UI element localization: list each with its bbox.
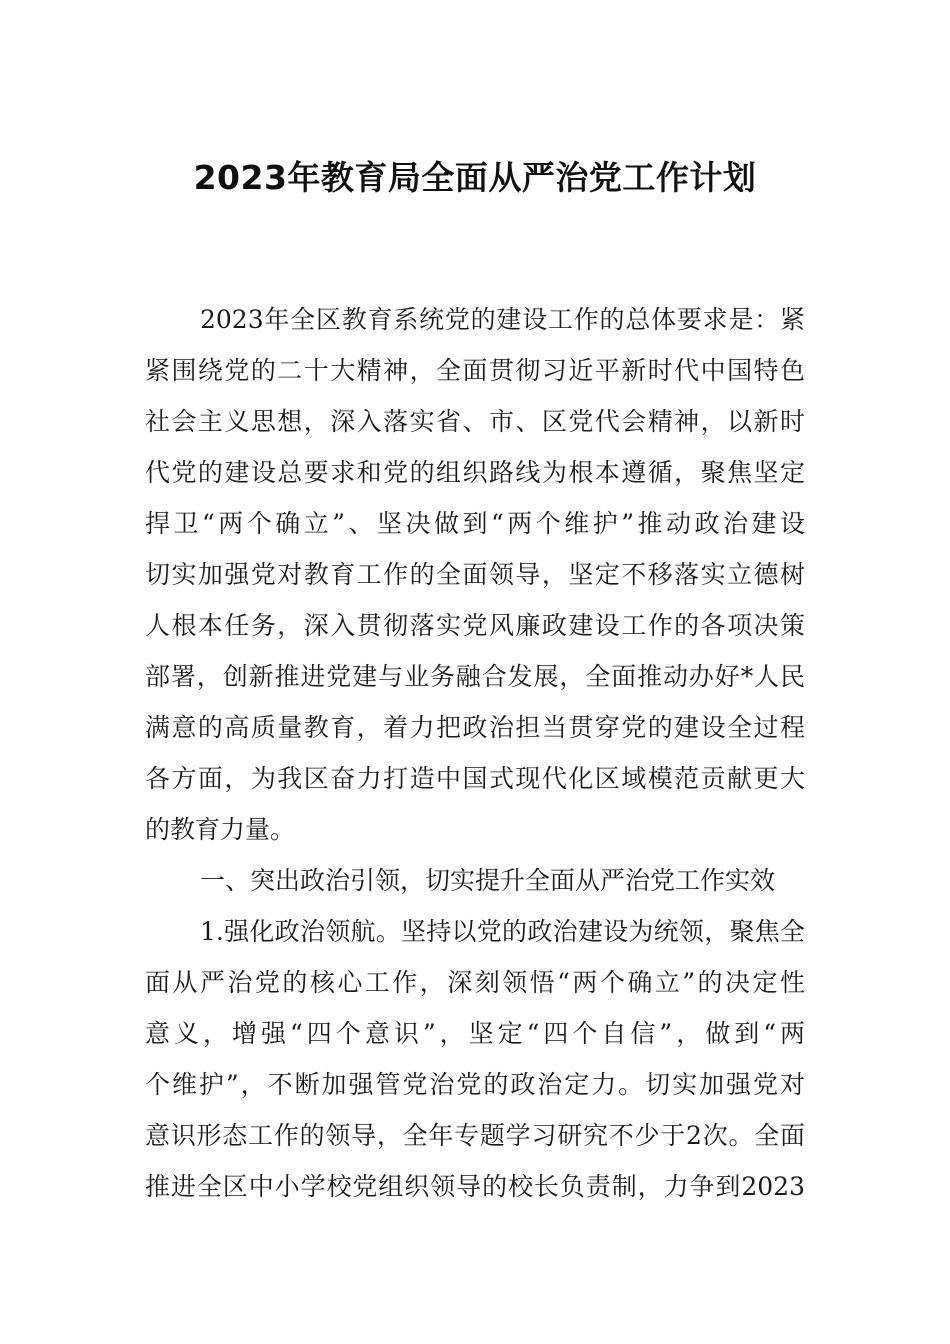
paragraph-line: 满意的高质量教育，着力把政治担当贯穿党的建设全过程 bbox=[145, 713, 805, 742]
paragraph-line: 的教育力量。 bbox=[145, 815, 296, 844]
paragraph-line: 1.强化政治领航。坚持以党的政治建设为统领，聚焦全 bbox=[200, 917, 805, 946]
paragraph-line: 意义，增强“四个意识”，坚定“四个自信”，做到“两 bbox=[145, 1019, 805, 1048]
paragraph-line: 人根本任务，深入贯彻落实党风廉政建设工作的各项决策 bbox=[145, 611, 805, 640]
paragraph-line: 面从严治党的核心工作，深刻领悟“两个确立”的决定性 bbox=[145, 968, 805, 997]
paragraph-line: 切实加强党对教育工作的全面领导，坚定不移落实立德树 bbox=[145, 560, 805, 589]
document-title: 2023年教育局全面从严治党工作计划 bbox=[193, 158, 757, 197]
paragraph-line: 各方面，为我区奋力打造中国式现代化区域模范贡献更大 bbox=[145, 764, 805, 793]
section-heading: 一、突出政治引领，切实提升全面从严治党工作实效 bbox=[200, 866, 776, 895]
paragraph-line: 推进全区中小学校党组织领导的校长负责制，力争到2023 bbox=[145, 1172, 805, 1201]
paragraph-line: 紧围绕党的二十大精神，全面贯彻习近平新时代中国特色 bbox=[145, 356, 805, 385]
paragraph-line: 2023年全区教育系统党的建设工作的总体要求是：紧 bbox=[200, 305, 805, 334]
paragraph-line: 部署，创新推进党建与业务融合发展，全面推动办好*人民 bbox=[145, 662, 805, 691]
paragraph-line: 社会主义思想，深入落实省、市、区党代会精神，以新时 bbox=[145, 407, 805, 436]
paragraph-line: 代党的建设总要求和党的组织路线为根本遵循，聚焦坚定 bbox=[145, 458, 805, 487]
paragraph-line: 捍卫“两个确立”、坚决做到“两个维护”推动政治建设 bbox=[145, 509, 805, 538]
paragraph-line: 个维护”，不断加强管党治党的政治定力。切实加强党对 bbox=[145, 1070, 805, 1099]
document-body bbox=[145, 294, 805, 1212]
paragraph-line: 意识形态工作的领导，全年专题学习研究不少于2次。全面 bbox=[145, 1121, 805, 1150]
